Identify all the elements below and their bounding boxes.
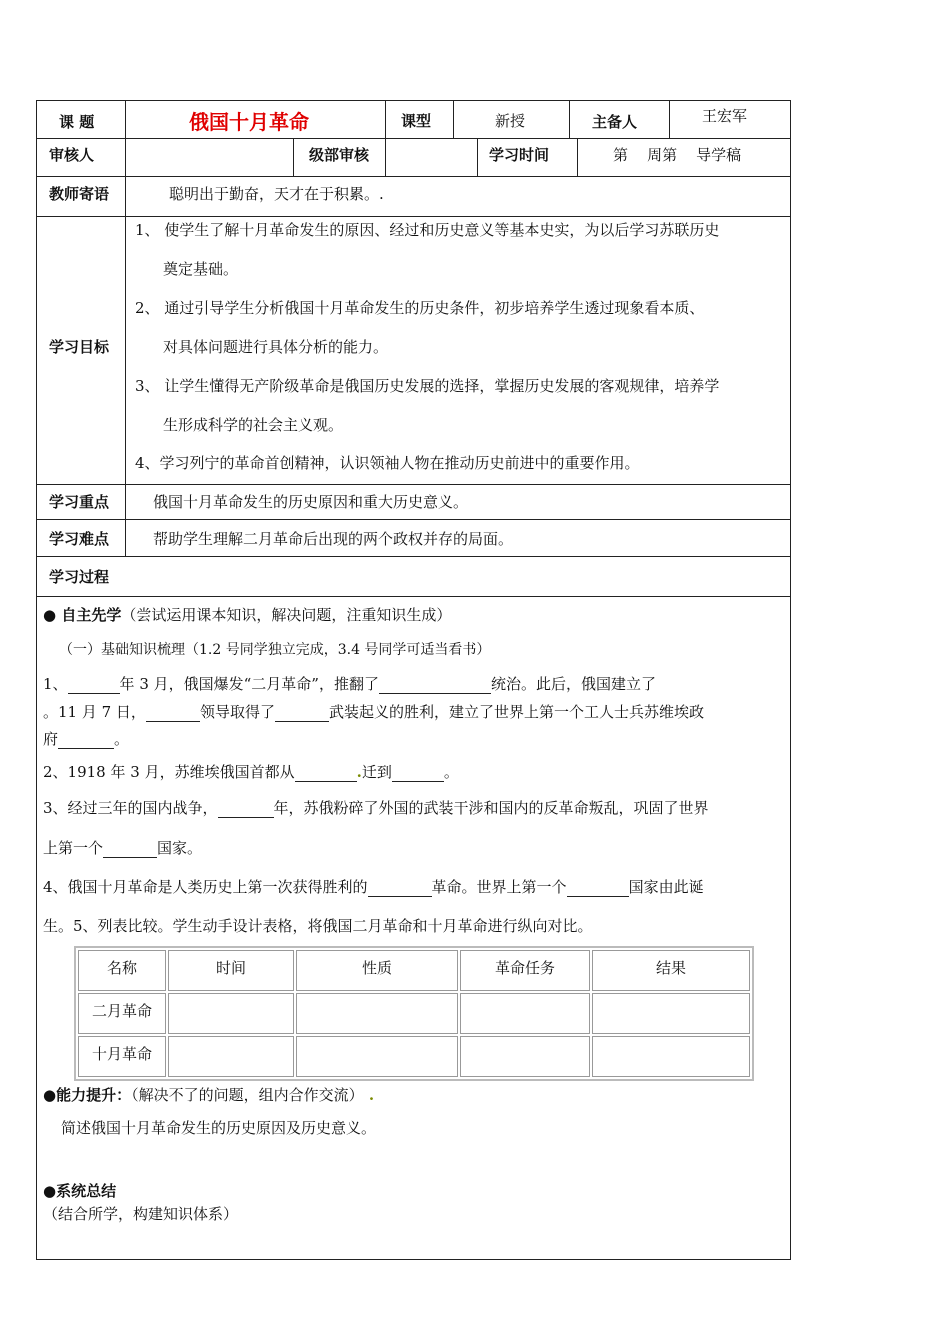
self-study-title: 自主先学 xyxy=(61,606,122,624)
preparer-label: 主备人 xyxy=(592,113,638,131)
message-label: 教师寄语 xyxy=(49,185,110,203)
table-cell[interactable] xyxy=(592,1036,750,1077)
objective-line: 生形成科学的社会主义观。 xyxy=(163,416,344,434)
q3-text: 3、经过三年的国内战争， xyxy=(43,799,218,817)
col-divider xyxy=(385,101,386,138)
answer-blank[interactable] xyxy=(103,841,157,858)
col-divider xyxy=(477,138,478,176)
table-cell: 二月革命 xyxy=(78,993,166,1034)
col-divider xyxy=(569,101,570,138)
q2-text: 2、1918 年 3 月，苏维埃俄国首都从 xyxy=(43,763,295,781)
q1-text: 。 xyxy=(114,730,130,748)
answer-blank[interactable] xyxy=(68,677,120,694)
question-1-line-1 xyxy=(43,673,656,694)
table-header-row xyxy=(78,950,750,991)
q3-text: 年，苏俄粉碎了外国的武装干涉和国内的反革命叛乱，巩固了世界 xyxy=(273,799,709,817)
preparer-value: 王宏军 xyxy=(702,107,748,125)
study-time-value: 第 周第 导学稿 xyxy=(613,146,742,164)
table-cell[interactable] xyxy=(592,993,750,1034)
question-1-line-3 xyxy=(43,728,129,749)
row-divider xyxy=(37,216,790,217)
objectives-label: 学习目标 xyxy=(49,338,110,356)
table-header: 时间 xyxy=(168,950,294,991)
answer-blank[interactable] xyxy=(368,880,432,897)
bullet-icon: ● xyxy=(43,606,62,624)
question-2 xyxy=(43,761,459,782)
summary-title: ●系统总结 xyxy=(43,1182,117,1200)
answer-blank[interactable] xyxy=(146,705,200,722)
objective-line: 4、学习列宁的革命首创精神，认识领袖人物在推动历史前进中的重要作用。 xyxy=(135,454,640,472)
lesson-plan-sheet xyxy=(36,100,791,1260)
col-divider xyxy=(669,101,670,138)
col-divider xyxy=(385,138,386,176)
answer-blank[interactable] xyxy=(567,880,629,897)
question-3-line-1 xyxy=(43,797,709,818)
key-points-label: 学习重点 xyxy=(49,493,110,511)
row-divider xyxy=(37,176,790,177)
row-divider xyxy=(37,484,790,485)
answer-blank[interactable] xyxy=(392,765,444,782)
page-title: 俄国十月革命 xyxy=(189,110,309,134)
row-divider xyxy=(37,519,790,520)
q1-text: 武装起义的胜利，建立了世界上第一个工人士兵苏维埃政 xyxy=(328,703,704,721)
table-cell[interactable] xyxy=(460,993,590,1034)
answer-blank[interactable] xyxy=(275,705,329,722)
table-cell[interactable] xyxy=(296,993,458,1034)
row-divider xyxy=(37,596,790,597)
table-header: 名称 xyxy=(78,950,166,991)
table-cell[interactable] xyxy=(168,993,294,1034)
q4-text: 革命。世界上第一个 xyxy=(431,878,567,896)
self-study-heading xyxy=(43,604,451,625)
answer-blank[interactable] xyxy=(379,677,491,694)
q1-text: 府 xyxy=(43,730,59,748)
table-cell: 十月革命 xyxy=(78,1036,166,1077)
row-divider xyxy=(37,556,790,557)
mark-dot-icon: . xyxy=(356,763,362,781)
ability-heading xyxy=(43,1084,374,1105)
objective-line: 2、 通过引导学生分析俄国十月革命发生的历史条件，初步培养学生透过现象看本质、 xyxy=(135,299,705,317)
table-header: 性质 xyxy=(296,950,458,991)
summary-note: （结合所学，构建知识体系） xyxy=(43,1205,239,1223)
q2-text: 。 xyxy=(443,763,459,781)
table-header: 革命任务 xyxy=(460,950,590,991)
objective-line: 对具体问题进行具体分析的能力。 xyxy=(163,338,389,356)
row-divider xyxy=(37,138,790,139)
table-row xyxy=(78,993,750,1034)
q1-text: 1、 xyxy=(43,675,68,693)
question-4-line-1 xyxy=(43,876,704,897)
comparison-table xyxy=(74,946,754,1081)
objective-line: 奠定基础。 xyxy=(163,260,239,278)
col-divider xyxy=(453,101,454,138)
table-cell[interactable] xyxy=(460,1036,590,1077)
col-divider xyxy=(125,101,126,138)
reviewer-label: 审核人 xyxy=(49,146,95,164)
q4-text: 国家由此诞 xyxy=(628,878,704,896)
q3-text: 国家。 xyxy=(157,839,203,857)
col-divider xyxy=(293,138,294,176)
message-text: 聪明出于勤奋，天才在于积累。. xyxy=(169,185,384,203)
q4-text: 4、俄国十月革命是人类历史上第一次获得胜利的 xyxy=(43,878,368,896)
mark-dot-icon: . xyxy=(363,1086,375,1104)
table-cell[interactable] xyxy=(168,1036,294,1077)
type-label: 课型 xyxy=(401,112,432,130)
table-cell[interactable] xyxy=(296,1036,458,1077)
study-time-label: 学习时间 xyxy=(489,146,550,164)
q1-text: 领导取得了 xyxy=(199,703,275,721)
question-4-line-2: 生。5、列表比较。学生动手设计表格，将俄国二月革命和十月革命进行纵向对比。 xyxy=(43,917,593,935)
ability-title: ●能力提升： xyxy=(43,1086,132,1104)
answer-blank[interactable] xyxy=(295,765,357,782)
self-study-note: （尝试运用课本知识，解决问题，注重知识生成） xyxy=(121,606,452,624)
difficulty-label: 学习难点 xyxy=(49,530,110,548)
q3-text: 上第一个 xyxy=(43,839,104,857)
process-label: 学习过程 xyxy=(49,568,110,586)
subsection-title: （一）基础知识梳理（1.2 号同学独立完成，3.4 号同学可适当看书） xyxy=(59,642,491,658)
col-divider xyxy=(577,138,578,176)
topic-label: 课 题 xyxy=(59,113,95,131)
col-divider xyxy=(125,176,126,556)
ability-note: （解决不了的问题，组内合作交流） xyxy=(131,1086,364,1104)
q1-text: 。11 月 7 日， xyxy=(43,703,146,721)
grade-review-label: 级部审核 xyxy=(309,146,370,164)
objective-line: 1、 使学生了解十月革命发生的原因、经过和历史意义等基本史实，为以后学习苏联历史 xyxy=(135,221,720,239)
objective-line: 3、 让学生懂得无产阶级革命是俄国历史发展的选择，掌握历史发展的客观规律，培养学 xyxy=(135,377,720,395)
table-row xyxy=(78,1036,750,1077)
q1-text: 统治。此后，俄国建立了 xyxy=(490,675,656,693)
answer-blank[interactable] xyxy=(58,732,114,749)
answer-blank[interactable] xyxy=(218,801,274,818)
key-points-text: 俄国十月革命发生的历史原因和重大历史意义。 xyxy=(153,493,469,511)
ability-task: 简述俄国十月革命发生的历史原因及历史意义。 xyxy=(61,1119,377,1137)
col-divider xyxy=(125,138,126,176)
question-1-line-2 xyxy=(43,701,704,722)
difficulty-text: 帮助学生理解二月革命后出现的两个政权并存的局面。 xyxy=(153,530,514,548)
q1-text: 年 3 月，俄国爆发“二月革命”，推翻了 xyxy=(119,675,379,693)
type-value: 新授 xyxy=(495,112,526,130)
question-3-line-2 xyxy=(43,837,202,858)
table-header: 结果 xyxy=(592,950,750,991)
q2-text: 迁到 xyxy=(361,763,392,781)
